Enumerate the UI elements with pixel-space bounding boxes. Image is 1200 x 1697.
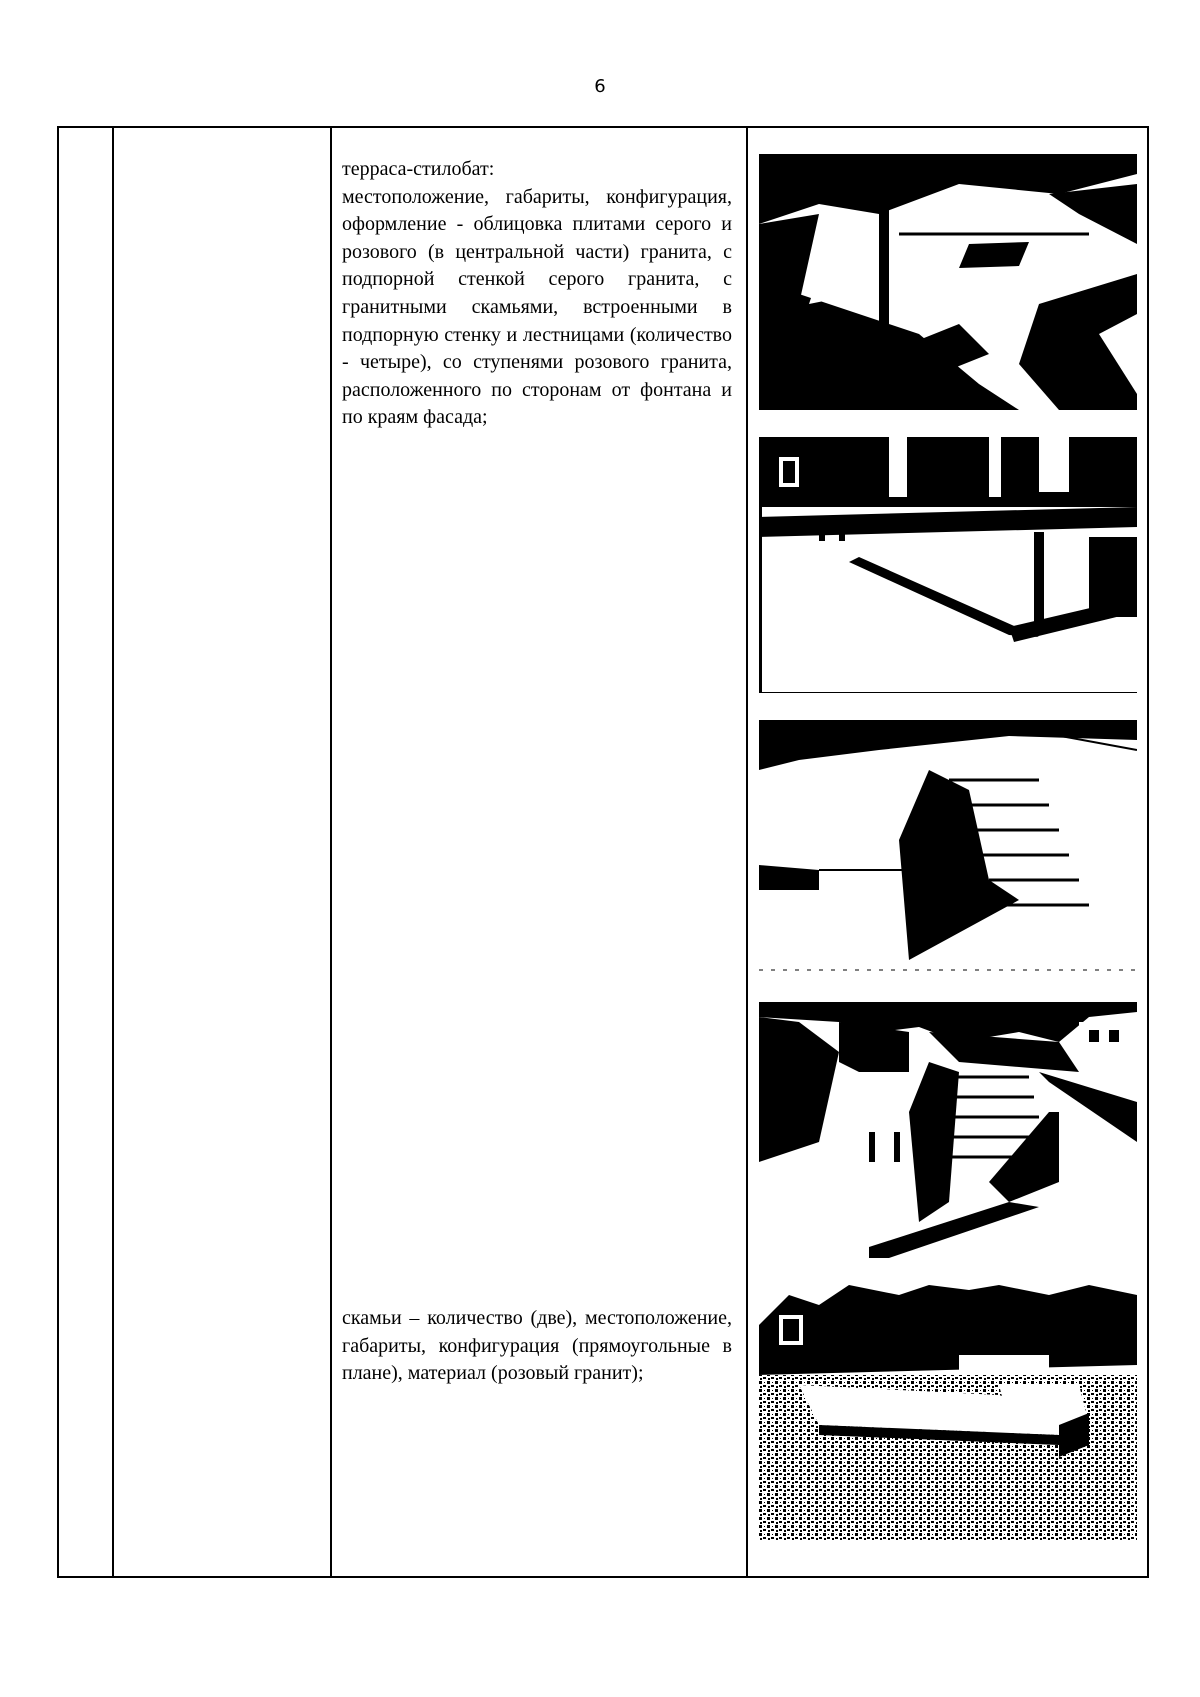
column-divider-object — [330, 128, 332, 1576]
benches-description: скамьи – количество (две), местоположение, габариты, конфигурация (прямоугольные в плане), материал (розовый гранит); — [342, 1307, 732, 1385]
photo-retaining-wall — [759, 437, 1137, 693]
page-number: 6 — [594, 76, 606, 97]
photo-staircase-front — [759, 1002, 1137, 1258]
photo-staircase-side — [759, 720, 1137, 976]
photo-benches — [759, 1285, 1137, 1541]
terrace-photo-image — [759, 154, 1137, 410]
benches-description-cell — [342, 1305, 732, 1388]
column-divider-description — [746, 128, 748, 1576]
staircase-front-photo-image — [759, 1002, 1137, 1258]
terrace-description: местоположение, габариты, конфигурация, оформление - облицовка плитами серого и розового (в центральной части) гранита, с подпорной стенкой серого гранита, с гранитными скамьями, встроенными в подпорную стенку и лестницами (количество - четыре), со ступенями розового гранита, расположенного по сторонам от фонтана и по краям фасада; — [342, 185, 732, 429]
terrace-description-cell — [342, 156, 732, 432]
monument-elements-table — [57, 126, 1149, 1578]
benches-photo-image — [759, 1285, 1137, 1541]
terrace-title: терраса-стилобат: — [342, 158, 495, 180]
column-divider-number — [112, 128, 114, 1576]
staircase-side-photo-image — [759, 720, 1137, 976]
retaining-wall-photo-image — [759, 437, 1137, 693]
photo-terrace-top — [759, 154, 1137, 410]
